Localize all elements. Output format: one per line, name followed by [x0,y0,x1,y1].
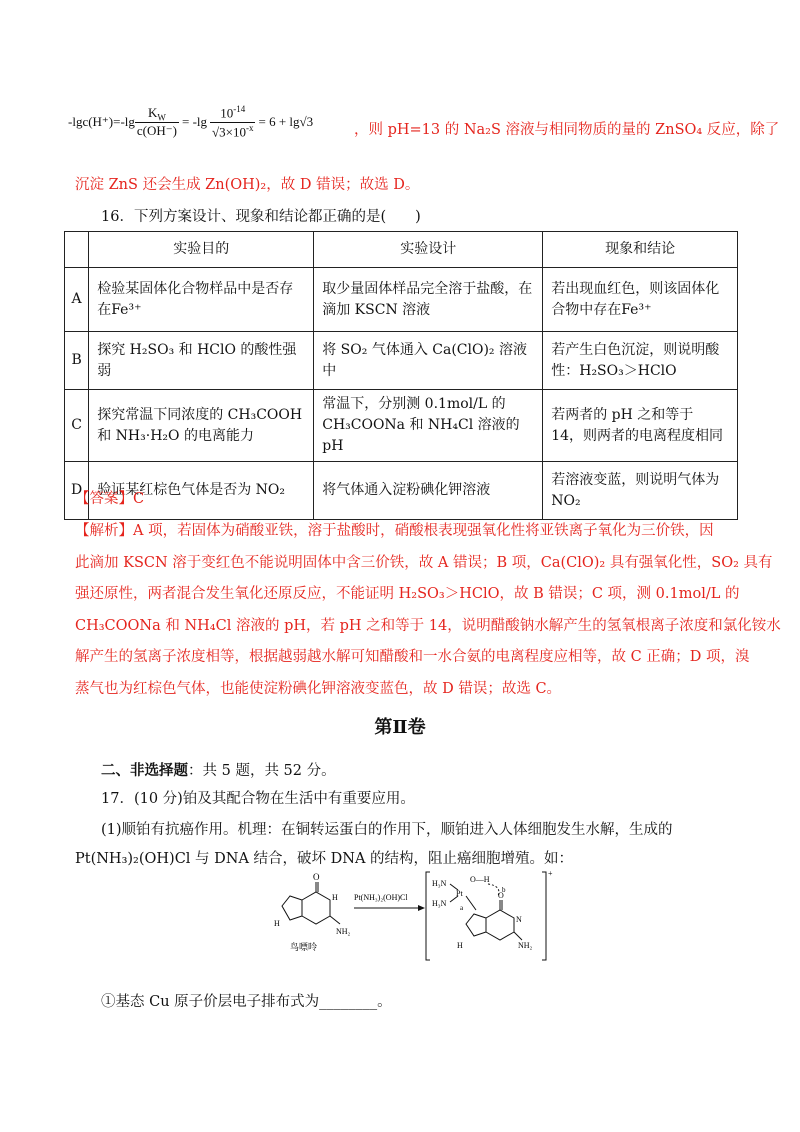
cell-design: 将 SO₂ 气体通入 Ca(ClO)₂ 溶液中 [314,332,543,390]
part2-heading [101,759,336,780]
cell-result: 若两者的 pH 之和等于 14，则两者的电离程度相同 [543,390,738,462]
header-design: 实验设计 [314,232,543,268]
analysis-line: 【解析】A 项，若固体为硝酸亚铁，溶于盐酸时，硝酸根表现强氧化性将亚铁离子氧化为三价铁，因 [75,523,714,539]
cell-result: 若溶液变蓝，则说明气体为 NO₂ [543,462,738,520]
arrow-head [418,905,425,911]
complex-nh2: NH₂ [518,941,533,950]
guanine-nh: H [332,893,338,902]
question-16-table [64,231,738,520]
complex-h3n-2: H₃N [432,899,447,908]
explanation-red-line1: ，则 pH=13 的 Na₂S 溶液与相同物质的量的 ZnSO₄ 反应，除了 [354,122,780,138]
cell-purpose: 验证某红棕色气体是否为 NO₂ [89,462,314,520]
formula-rhs: = 6 + lg√3 [258,114,314,129]
table-row [65,390,738,462]
table-row [65,462,738,520]
table-header-row [65,232,738,268]
complex-h3n-1: H₃N [432,879,447,888]
table-row [65,332,738,390]
guanine-hn: H [274,919,280,928]
cell-purpose: 探究 H₂SO₃ 和 HClO 的酸性强弱 [89,332,314,390]
label-a: a [460,904,464,912]
question-16-stem: 16．下列方案设计、现象和结论都正确的是( ) [101,209,421,225]
option-label: D [65,462,89,520]
fraction-kw: $\frac{K_W}{c(OH^-)}$ [136,104,177,139]
guanine-label: 鸟嘌呤 [290,942,318,952]
cell-purpose: 检验某固体化合物样品中是否存在Fe³⁺ [89,268,314,332]
analysis-line: 蒸气也为红棕色气体，也能使淀粉碘化钾溶液变蓝色，故 D 错误；故选 C。 [75,680,562,697]
part2-heading-rest: ：共 5 题，共 52 分。 [188,763,336,779]
guanine-nh2: NH₂ [336,927,351,936]
section-title: 第Ⅱ卷 [374,717,426,738]
guanine-o: O [313,872,320,882]
answer-label: 【答案】C [75,491,145,507]
table-row [65,268,738,332]
complex-oh: O—H [470,875,490,884]
label-b: b [502,886,506,894]
reagent-label: Pt(NH₃)₂(OH)Cl [354,893,408,902]
question-17-para-line1: (1)顺铂有抗癌作用。机理：在铜转运蛋白的作用下，顺铂进入人体细胞发生水解，生成的 [101,822,673,838]
header-result: 现象和结论 [543,232,738,268]
analysis-line: 强还原性，两者混合发生氧化还原反应，不能证明 H₂SO₃＞HClO，故 B 错误；C 项，测 0.1mol/L 的 [75,586,740,602]
complex-n: N [516,915,522,924]
bracket-left [426,872,430,960]
reaction-svg [270,866,560,966]
analysis-line: 此滴加 KSCN 溶于变红色不能说明固体中含三价铁，故 A 错误；B 项，Ca(ClO)₂ 具有强氧化性，SO₂ 具有 [75,554,773,571]
option-label: B [65,332,89,390]
cell-purpose: 探究常温下同浓度的 CH₃COOH 和 NH₃·H₂O 的电离能力 [89,390,314,462]
question-17-para-line2: Pt(NH₃)₂(OH)Cl 与 DNA 结合，破坏 DNA 的结构，阻止癌细胞增殖。如： [75,851,574,867]
option-label: A [65,268,89,332]
complex-o: O [498,891,504,900]
guanine-structure [282,882,340,924]
complex-pt: Pt [456,889,463,898]
analysis-line: 解产生的氢离子浓度相等，根据越弱越水解可知醋酸和一水合氨的电离程度应相等，故 C 正确；D 项，溴 [75,649,750,665]
reaction-diagram [270,866,560,966]
cell-design: 常温下，分别测 0.1mol/L 的 CH₃COONa 和 NH₄Cl 溶液的 pH [314,390,543,462]
complex-hn: H [457,941,463,950]
cell-design: 将气体通入淀粉碘化钾溶液 [314,462,543,520]
cell-design: 取少量固体样品完全溶于盐酸，在滴加 KSCN 溶液 [314,268,543,332]
question-17-stem: 17．(10 分)铂及其配合物在生活中有重要应用。 [101,791,415,807]
formula-lhs: -lgc(H⁺)=-lg [68,114,135,129]
question-17-sub1: ①基态 Cu 原子价层电子排布式为________。 [101,994,392,1010]
charge-sign: + [548,869,553,878]
bracket-right [542,872,546,960]
header-purpose: 实验目的 [89,232,314,268]
option-label: C [65,390,89,462]
analysis-block [75,516,781,705]
explanation-red-line2: 沉淀 ZnS 还会生成 Zn(OH)₂，故 D 错误；故选 D。 [75,177,420,193]
part2-heading-bold: 二、非选择题 [101,762,188,779]
fraction-value: $\frac{10^{-14}}{√3\times 10^{-x}}$ [212,104,254,139]
formula-mid: = -lg [181,114,208,129]
analysis-line: CH₃COONa 和 NH₄Cl 溶液的 pH，若 pH 之和等于 14，说明醋酸钠水解产生的氢氧根离子浓度和氯化铵水 [75,617,781,634]
cell-result: 若出现血红色，则该固体化合物中存在Fe³⁺ [543,268,738,332]
cell-result: 若产生白色沉淀，则说明酸性：H₂SO₃＞HClO [543,332,738,390]
formula-expression [68,102,313,142]
